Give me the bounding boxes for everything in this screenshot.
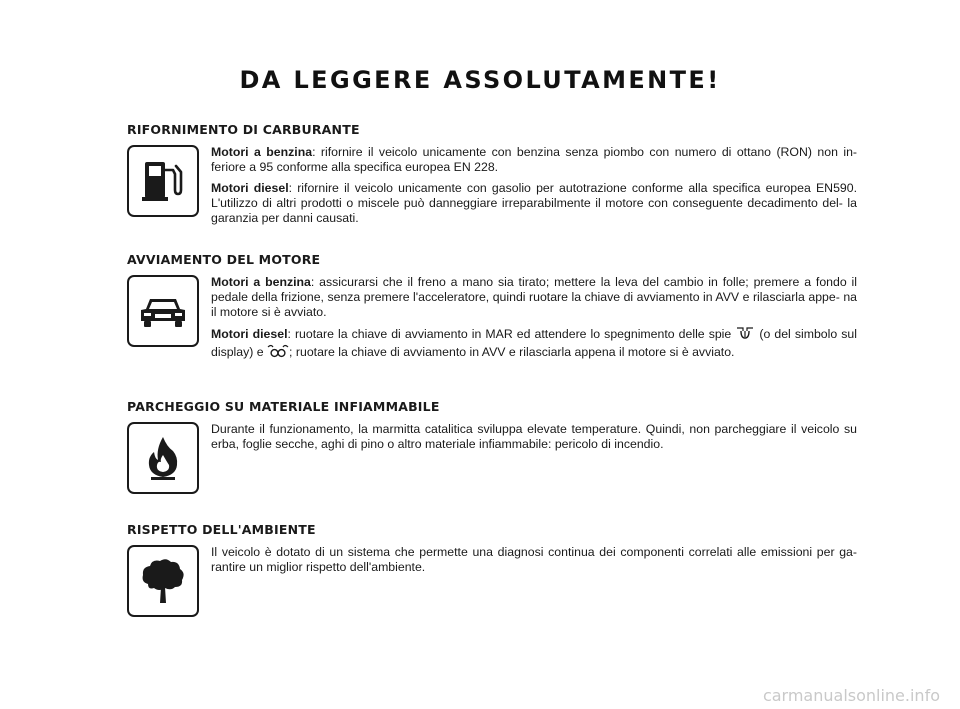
paragraph-petrol-refuel: Motori a benzina: rifornire il veicolo unicamente con benzina senza piombo con numero di ottano (RON) non in- feriore a 95 conforme alla specifica europea EN 228. bbox=[211, 145, 858, 174]
glow-plug-warning-icon bbox=[735, 326, 755, 344]
section-heading: RISPETTO DELL'AMBIENTE bbox=[127, 522, 316, 537]
tree-icon bbox=[127, 545, 199, 617]
section-environment bbox=[127, 522, 857, 617]
paragraph-diesel-start: Motori diesel: ruotare la chiave di avviamento in MAR ed attendere lo spegnimento delle spie (o del simbolo sul display) e ; ruotare la chiave di avviamento in AVV e rilasciarla appena il motore si è avviato. bbox=[211, 326, 857, 362]
page-title: DA LEGGERE ASSOLUTAMENTE! bbox=[239, 66, 721, 94]
paragraph-diesel-refuel: Motori diesel: rifornire il veicolo unicamente con gasolio per autotrazione conforme alla specifica europea EN590. L'utilizzo di altri prodotti o miscele può danneggiare irreparabilmente il motore con conseguente decadimento del- la garanzia per danni causati. bbox=[211, 181, 857, 225]
flame-icon bbox=[127, 422, 199, 494]
watermark: carmanualsonline.info bbox=[762, 686, 940, 705]
paragraph-petrol-start: Motori a benzina: assicurarsi che il freno a mano sia tirato; mettere la leva del cambio in folle; premere a fondo il pedale della frizione, senza premere l'acceleratore, quindi ruotare la chiave di avviamento in AVV e rilasciarla appe- na il motore si è avviato. bbox=[211, 275, 857, 319]
section-heading: RIFORNIMENTO DI CARBURANTE bbox=[127, 122, 360, 137]
section-refuelling bbox=[127, 122, 857, 232]
fuel-pump-icon bbox=[127, 145, 199, 217]
car-icon bbox=[127, 275, 199, 347]
section-heading: AVVIAMENTO DEL MOTORE bbox=[127, 252, 321, 267]
section-flammable-parking bbox=[127, 399, 857, 494]
paragraph-environment: Il veicolo è dotato di un sistema che permette una diagnosi continua dei componenti correlati alle emissioni per ga- rantire un miglior rispetto dell'ambiente. bbox=[211, 545, 857, 574]
section-engine-start bbox=[127, 252, 857, 368]
paragraph-flammable-warning: Durante il funzionamento, la marmitta catalitica sviluppa elevate temperature. Quindi, non parcheggiare il veicolo su erba, foglie secche, aghi di pino o altro materiale infiammabile: pericolo di incendio. bbox=[211, 422, 857, 451]
section-heading: PARCHEGGIO SU MATERIALE INFIAMMABILE bbox=[127, 399, 440, 414]
preheating-symbol-icon bbox=[267, 344, 289, 362]
